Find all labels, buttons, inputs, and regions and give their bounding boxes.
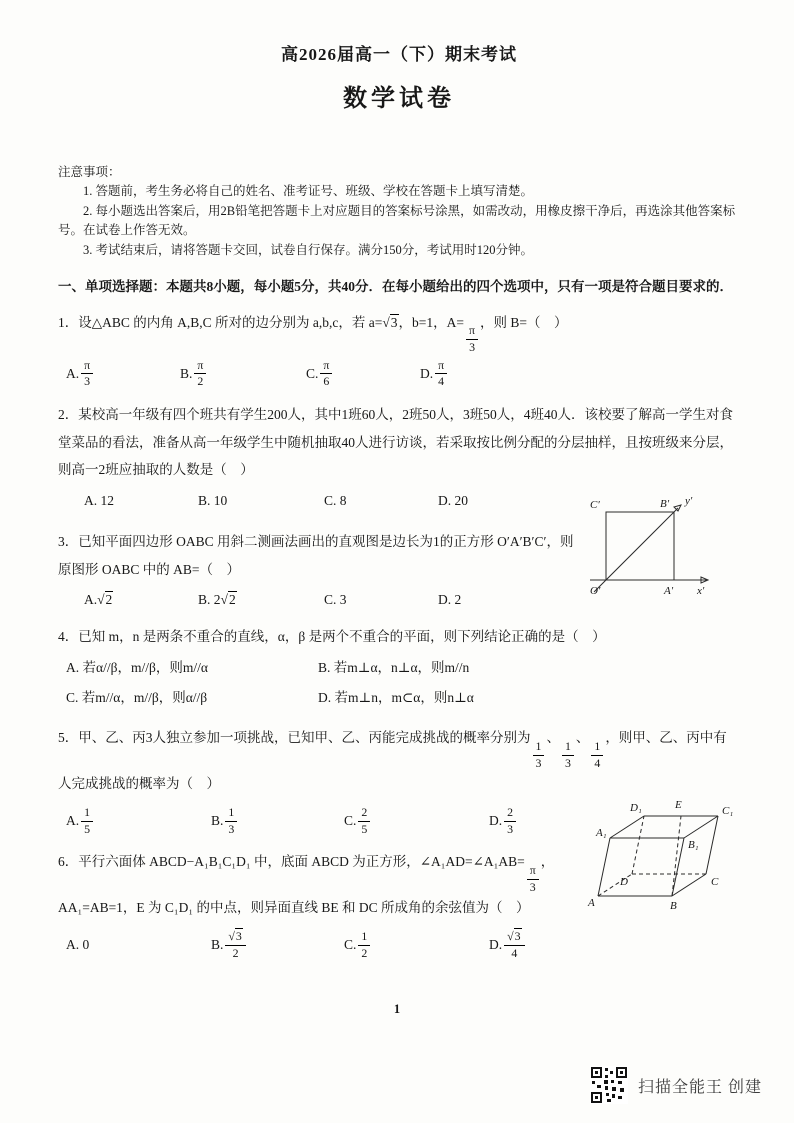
fig6-label-c1: C₁ bbox=[722, 805, 734, 817]
edge-dd1-hidden bbox=[632, 816, 644, 874]
edge-cc1 bbox=[706, 816, 718, 874]
segment-be-dashed bbox=[672, 816, 681, 896]
edge-bc bbox=[672, 874, 706, 896]
section-one-header: 一、单项选择题：本题共8小题，每小题5分，共40分．在每小题给出的四个选项中，只有一项是符合题目要求的． bbox=[58, 278, 733, 294]
question-4-option-c: C. 若m//α，m//β，则α//β bbox=[66, 689, 208, 705]
question-6-option-c: C. $\frac{1}{2}$ bbox=[344, 930, 489, 960]
question-6-option-a: A. 0 bbox=[66, 937, 90, 953]
question-2-text: 2．某校高一年级有四个班共有学生200人，其中1班60人，2班50人，3班50人，4班40人．该校要了解高一学生对食堂菜品的看法，准备从高一年级学生中随机抽取40人进行访谈，若采取按比例分配的分层抽样，且按班级来分层，则高一2班应抽取的人数是（ ） bbox=[58, 406, 733, 478]
question-5-text: 5．甲、乙、丙3人独立参加一项挑战，已知甲、乙、丙能完成挑战的概率分别为 $\frac{1}{3}$ 、 $\frac{1}{3}$ 、 $\frac{1}{4}$ ，则甲、乙、丙中有人完成挑战的概率为（ ） bbox=[58, 730, 727, 792]
question-1-option-d: D. $\frac{\pi}{4}$ bbox=[420, 359, 740, 389]
qr-code-icon bbox=[590, 1066, 628, 1104]
question-1-option-c: C. $\frac{\pi}{6}$ bbox=[306, 359, 420, 389]
question-1 bbox=[58, 309, 740, 389]
question-4-options-row-2 bbox=[58, 685, 740, 711]
question-6-options bbox=[58, 930, 740, 960]
question-4 bbox=[58, 623, 740, 710]
question-4-option-d: D. 若m⊥n，m⊂α，则n⊥α bbox=[318, 689, 474, 705]
fig6-label-c: C bbox=[711, 876, 719, 888]
parallelepiped-diagram bbox=[582, 786, 737, 916]
question-3-option-b: B. 2 √2 bbox=[198, 592, 236, 608]
question-4-option-b: B. 若m⊥α，n⊥α，则m//n bbox=[318, 659, 470, 675]
scanner-watermark-text: 扫描全能王 创建 bbox=[638, 1078, 763, 1096]
notice-item-2: 2. 每小题选出答案后，用2B铅笔把答题卡上对应题目的答案标号涂黑，如需改动，用橡皮擦干净后，再选涂其他答案标号。在试卷上作答无效。 bbox=[58, 203, 736, 238]
question-5-option-b: B. $\frac{1}{3}$ bbox=[211, 806, 344, 836]
question-5-option-c: C. $\frac{2}{5}$ bbox=[344, 806, 489, 836]
question-3-figure bbox=[584, 492, 716, 615]
question-3-option-a: A. √2 bbox=[84, 592, 113, 608]
question-4-option-a: A. 若α//β，m//β，则m//α bbox=[66, 659, 208, 675]
question-6-option-d: D. $\frac{√3}{4}$ bbox=[489, 930, 740, 960]
exam-subject-title: 数学试卷 bbox=[343, 86, 455, 112]
fig6-label-d: D bbox=[620, 876, 628, 888]
fig6-label-e: E bbox=[675, 799, 682, 811]
page-number: 1 bbox=[393, 1002, 401, 1016]
question-4-text: 4．已知 m，n 是两条不重合的直线，α，β 是两个不重合的平面，则下列结论正确的是（ ） bbox=[58, 629, 606, 645]
question-6-text: 6．平行六面体 ABCD−A₁B₁C₁D₁ 中，底面 ABCD 为正方形，∠A₁AD=∠A₁AB= $\frac{\pi}{3}$ ，AA₁=AB=1，E 为 C₁D₁ 的中点，则异面直线 BE 和 DC 所成角的余弦值为（ ） bbox=[58, 854, 555, 916]
fig6-label-b1: B₁ bbox=[688, 839, 699, 851]
question-2-option-b: B. 10 bbox=[198, 492, 228, 508]
fig6-label-d1: D₁ bbox=[630, 802, 642, 814]
question-2-option-d: D. 20 bbox=[438, 492, 468, 508]
edge-b1c1 bbox=[684, 816, 718, 838]
question-1-option-a: A. $\frac{\pi}{3}$ bbox=[66, 359, 180, 389]
oblique-square-diagram bbox=[584, 492, 716, 610]
question-6-figure bbox=[582, 786, 737, 921]
question-2-option-a: A. 12 bbox=[84, 492, 114, 508]
question-1-options bbox=[58, 359, 740, 389]
fig3-label-c-prime: C′ bbox=[590, 499, 600, 511]
edge-d1a1 bbox=[610, 816, 644, 838]
fig3-label-a-prime: A′ bbox=[664, 585, 674, 597]
scanner-watermark bbox=[590, 1066, 762, 1104]
notice-heading: 注意事项： bbox=[58, 165, 121, 179]
question-2-option-c: C. 8 bbox=[324, 492, 347, 508]
exam-title: 高2026届高一（下）期末考试 bbox=[281, 45, 517, 64]
question-3-option-d: D. 2 bbox=[438, 592, 462, 608]
fig3-label-o-prime: O′ bbox=[590, 585, 601, 597]
notice-section bbox=[58, 163, 740, 260]
fig6-label-a1: A₁ bbox=[596, 827, 607, 839]
question-4-options-row-1 bbox=[58, 655, 740, 681]
question-6-option-b: B. $\frac{√3}{2}$ bbox=[211, 930, 344, 960]
question-3-text: 3．已知平面四边形 OABC 用斜二测画法画出的直观图是边长为1的正方形 O′A′B′C′，则原图形 OABC 中的 AB=（ ） bbox=[58, 533, 574, 577]
question-1-option-b: B. $\frac{\pi}{2}$ bbox=[180, 359, 306, 389]
edge-aa1 bbox=[598, 838, 610, 896]
fig6-label-a: A bbox=[588, 897, 595, 909]
notice-item-1: 1. 答题前，考生务必将自己的姓名、准考证号、班级、学校在答题卡上填写清楚。 bbox=[83, 184, 534, 199]
y-prime-axis-diagonal bbox=[594, 508, 678, 592]
fig3-label-b-prime: B′ bbox=[660, 498, 670, 510]
notice-item-3: 3. 考试结束后，请将答题卡交回，试卷自行保存。满分150分，考试用时120分钟。 bbox=[83, 242, 534, 257]
question-5-option-d: D. $\frac{2}{3}$ bbox=[489, 806, 740, 836]
question-1-text: 1．设△ABC 的内角 A,B,C 所对的边分别为 a,b,c，若 a=√3，b=1，A= $\frac{\pi}{3}$ ，则 B=（ ） bbox=[58, 314, 568, 354]
question-3-option-c: C. 3 bbox=[324, 592, 347, 608]
fig3-label-x-prime: x′ bbox=[697, 585, 705, 597]
question-5-option-a: A. $\frac{1}{5}$ bbox=[66, 806, 211, 836]
fig6-label-b: B bbox=[670, 900, 677, 912]
fig3-label-y-prime: y′ bbox=[685, 495, 693, 507]
